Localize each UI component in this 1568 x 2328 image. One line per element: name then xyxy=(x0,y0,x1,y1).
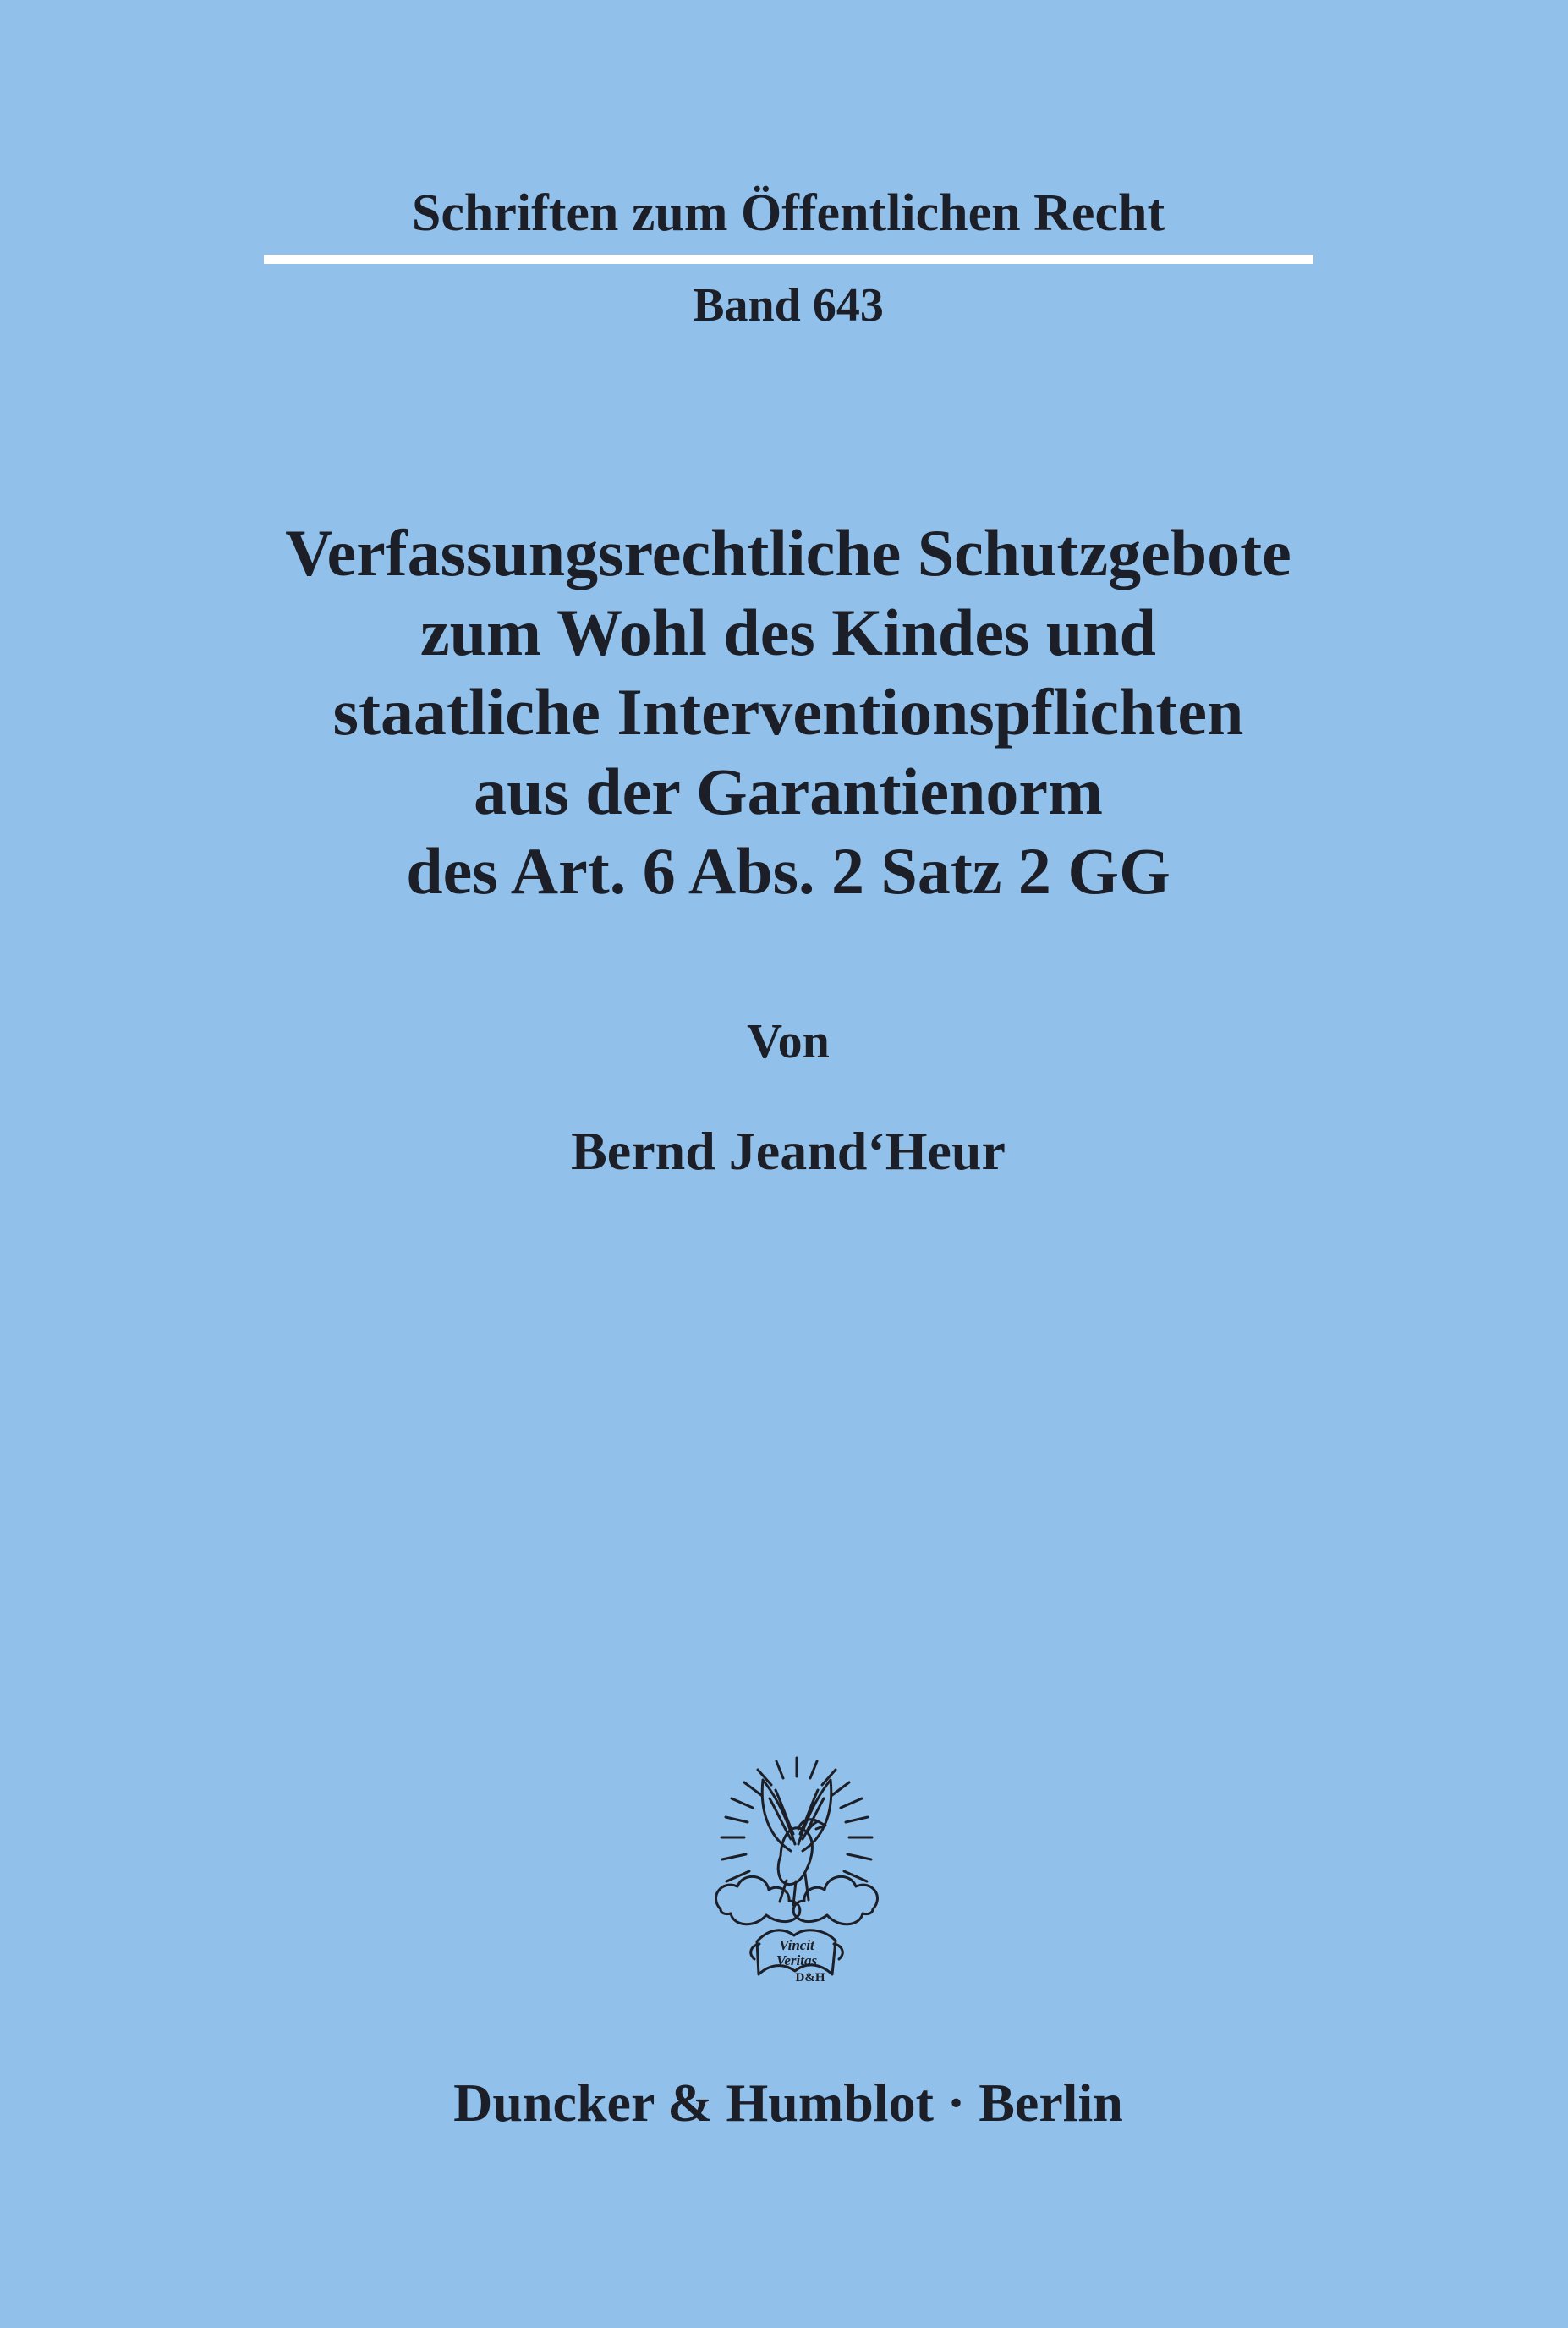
author-name: Bernd Jeand‘Heur xyxy=(571,1121,1006,1181)
series-title: Schriften zum Öffentlichen Recht xyxy=(411,184,1165,242)
title-line-2: zum Wohl des Kindes und xyxy=(420,596,1156,670)
emblem-motto-line-2: Veritas xyxy=(776,1952,818,1968)
volume-number: Band 643 xyxy=(693,279,884,332)
emblem-motto-line-1: Vincit xyxy=(779,1937,814,1953)
book-title xyxy=(0,513,1568,911)
title-line-1: Verfassungsrechtliche Schutzgebote xyxy=(285,516,1291,590)
title-line-4: aus der Garantienorm xyxy=(474,755,1103,829)
eagle-publisher-logo-icon xyxy=(695,1756,898,1990)
title-line-3: staatliche Interventionspflichten xyxy=(332,675,1244,749)
emblem-monogram: D&H xyxy=(795,1971,825,1985)
series-divider xyxy=(264,255,1313,264)
publisher-name: Duncker & Humblot · Berlin xyxy=(453,2073,1123,2133)
by-label: Von xyxy=(747,1013,830,1068)
title-line-5: des Art. 6 Abs. 2 Satz 2 GG xyxy=(406,834,1171,909)
